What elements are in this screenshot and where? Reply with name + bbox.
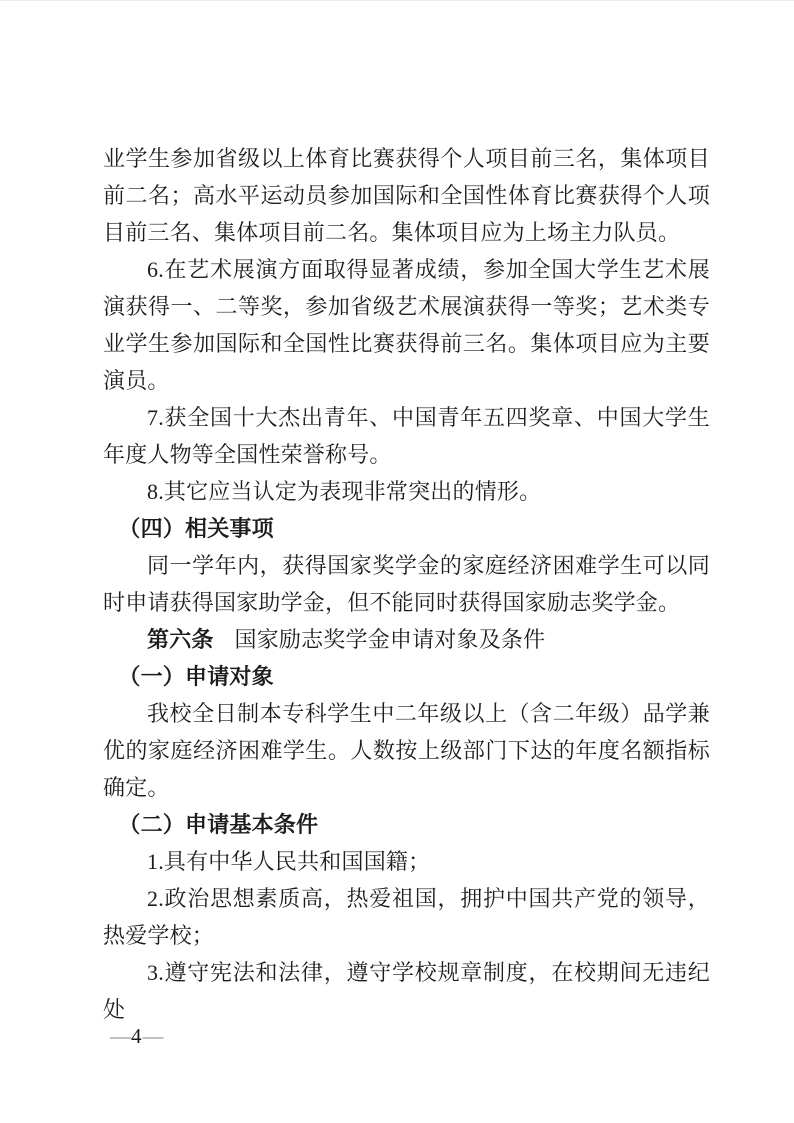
heading-section-2-basic-conditions: （二）申请基本条件 <box>118 812 319 837</box>
page-number: 4 <box>131 1024 142 1048</box>
paragraph-applicant-scope: 我校全日制本专科学生中二年级以上（含二年级）品学兼优的家庭经济困难学生。人数按上级部门下达的年度名额指标确定。 <box>103 701 710 800</box>
paragraph-item-8-other-cases: 8.其它应当认定为表现非常突出的情形。 <box>147 479 542 504</box>
heading-section-1-applicants: （一）申请对象 <box>118 664 274 689</box>
paragraph-condition-1-nationality: 1.具有中华人民共和国国籍； <box>147 849 431 874</box>
paragraph-related-matters-rule: 同一学年内，获得国家奖学金的家庭经济困难学生可以同时申请获得国家助学金，但不能同时获得国家励志奖学金。 <box>103 553 710 615</box>
paragraph-condition-3-law-abiding: 3.遵守宪法和法律，遵守学校规章制度，在校期间无违纪处 <box>103 960 710 1022</box>
page-number-dash-left: — <box>110 1024 130 1048</box>
paragraph-item-7-national-honors: 7.获全国十大杰出青年、中国青年五四奖章、中国大学生年度人物等全国性荣誉称号。 <box>103 405 710 467</box>
article-6-title: 国家励志奖学金申请对象及条件 <box>234 627 546 652</box>
page-footer <box>110 1024 163 1048</box>
page-number-dash-right: — <box>142 1024 163 1048</box>
paragraph-sports-awards-continuation: 业学生参加省级以上体育比赛获得个人项目前三名，集体项目前二名；高水平运动员参加国际和全国性体育比赛获得个人项目前三名、集体项目前二名。集体项目应为上场主力队员。 <box>103 146 710 245</box>
heading-article-6 <box>103 621 710 658</box>
paragraph-item-6-art-performance: 6.在艺术展演方面取得显著成绩，参加全国大学生艺术展演获得一、二等奖，参加省级艺术展演获得一等奖；艺术类专业学生参加国际和全国性比赛获得前三名。集体项目应为主要演员。 <box>103 257 710 393</box>
document-body <box>103 140 710 1028</box>
paragraph-condition-2-political-quality: 2.政治思想素质高，热爱祖国，拥护中国共产党的领导，热爱学校； <box>103 886 710 948</box>
heading-section-4-related-matters: （四）相关事项 <box>118 516 274 541</box>
article-6-label: 第六条 <box>147 627 214 652</box>
